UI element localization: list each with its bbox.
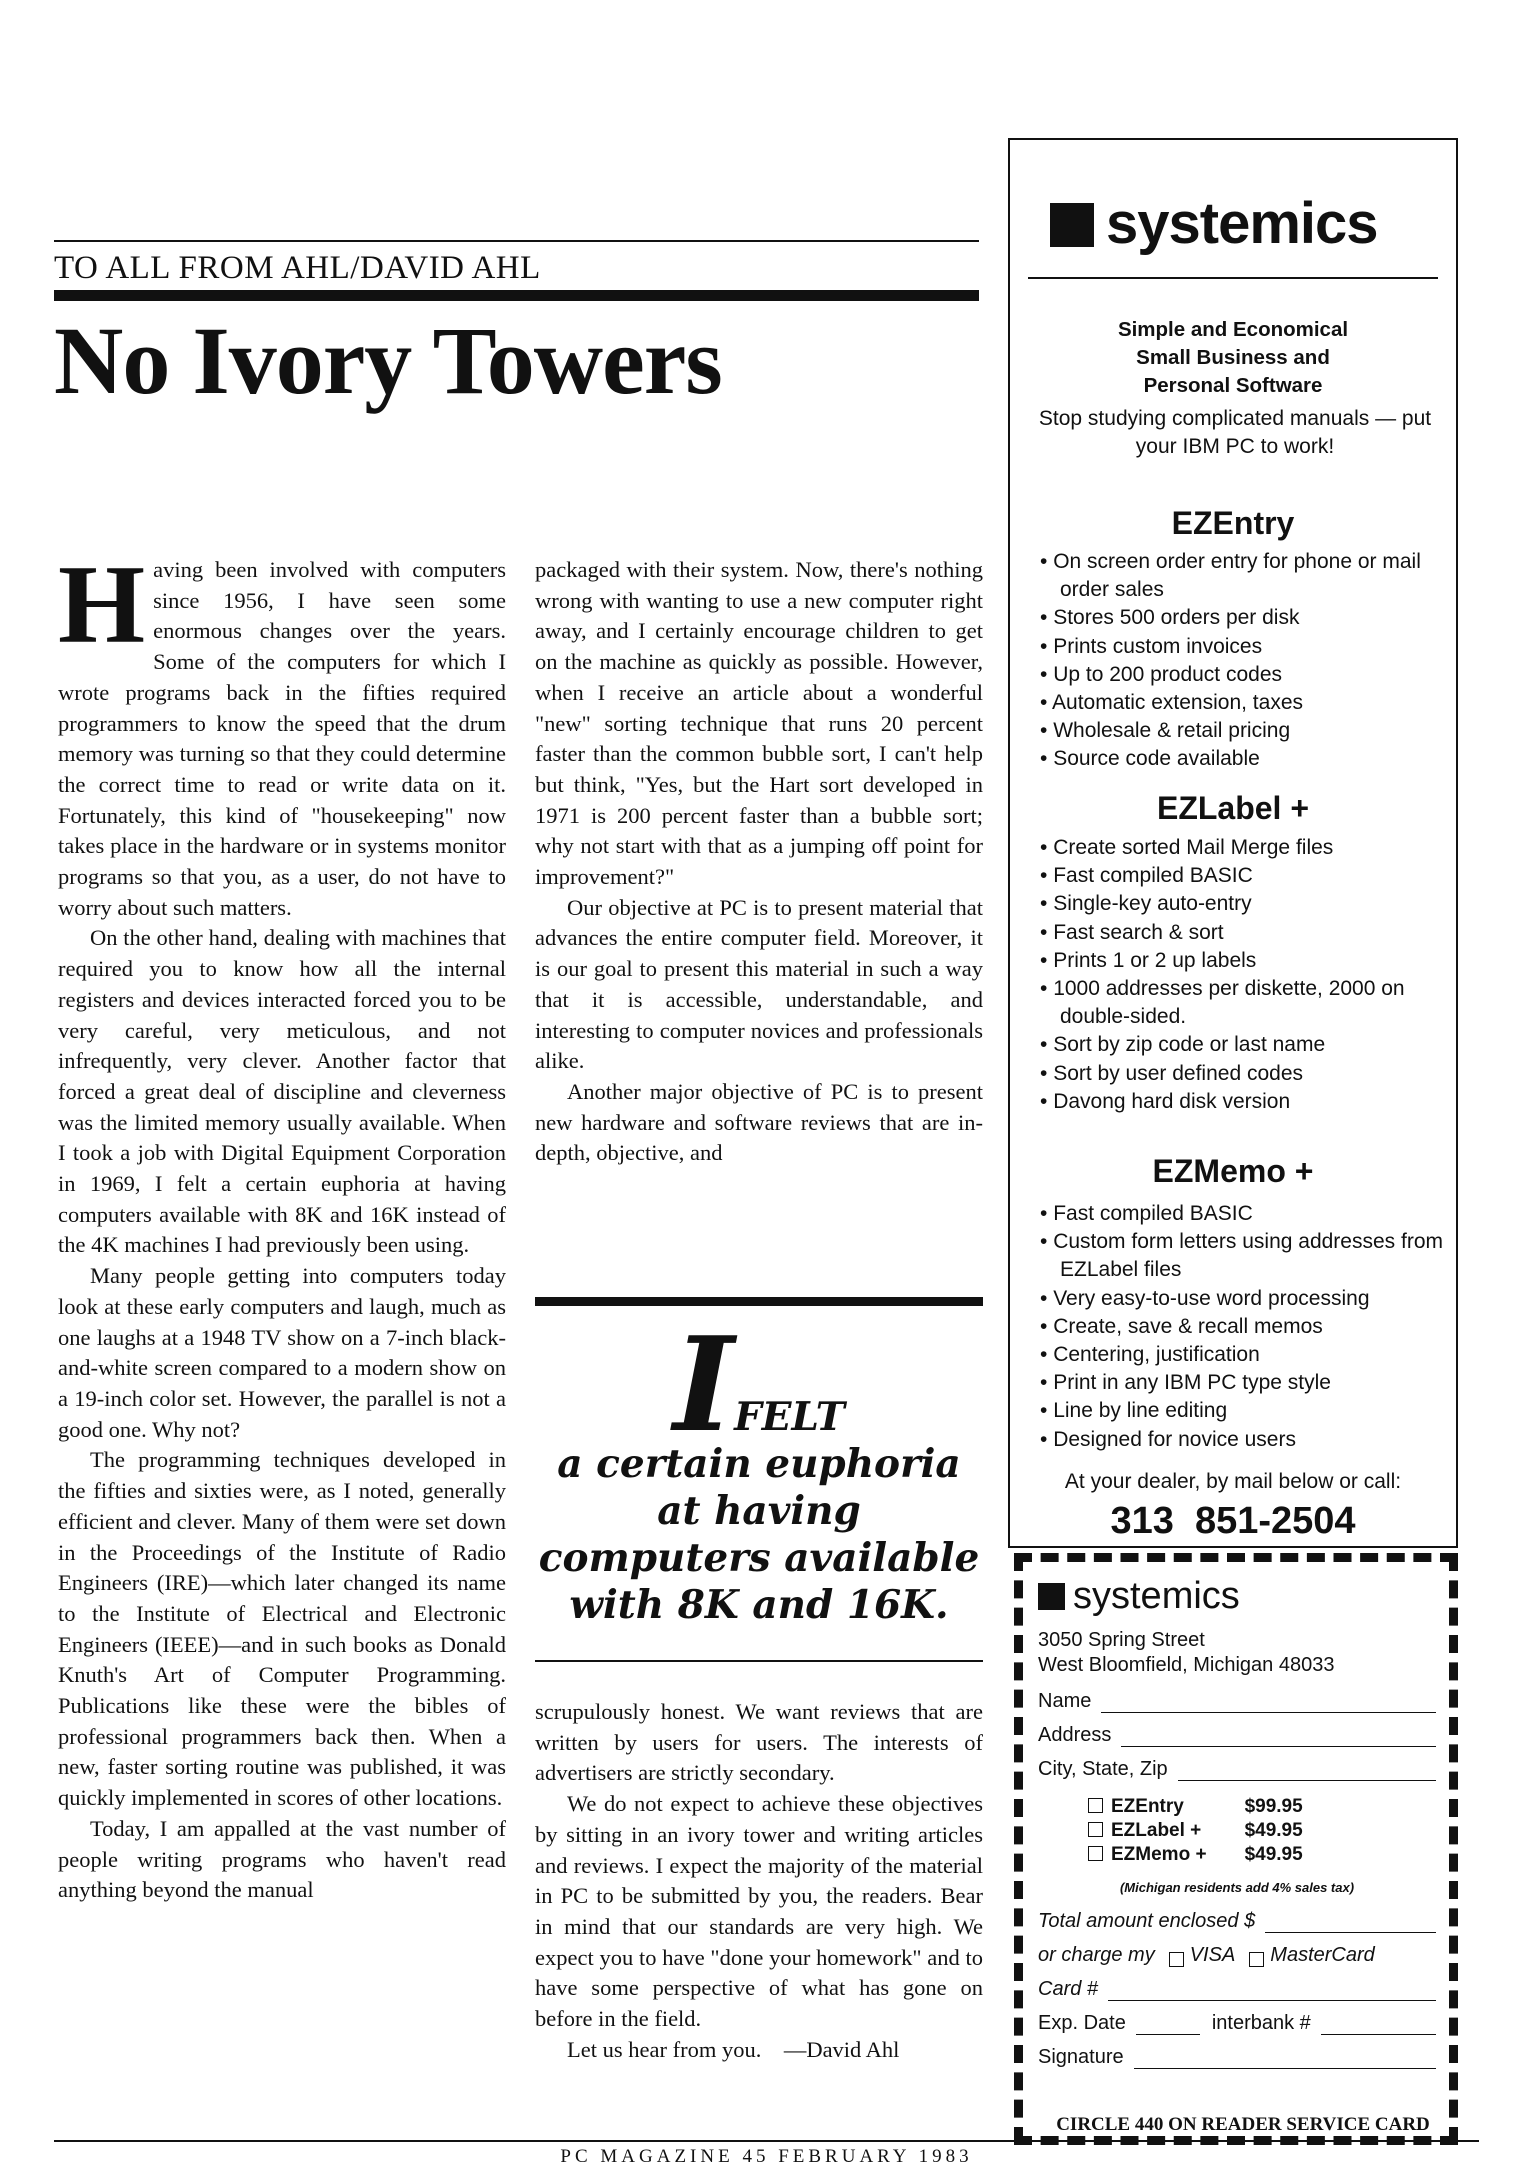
checkbox-icon[interactable] [1088, 1798, 1103, 1813]
feature-item: • Source code available [1040, 745, 1450, 773]
feature-item: • Up to 200 product codes [1040, 661, 1450, 689]
product-features-ezentry [1040, 548, 1450, 774]
pullquote-rule-top [535, 1297, 983, 1306]
mastercard-checkbox[interactable] [1249, 1952, 1264, 1967]
feature-item: • Wholesale & retail pricing [1040, 717, 1450, 745]
feature-item: • Single-key auto-entry [1040, 890, 1450, 918]
order-row[interactable]: EZMemo + $49.95 [1088, 1843, 1309, 1867]
feature-item: • Create, save & recall memos [1040, 1313, 1450, 1341]
feature-item: • 1000 addresses per diskette, 2000 on double-sided. [1040, 975, 1450, 1031]
pullquote-rule-bottom [535, 1660, 983, 1662]
feature-item: • Sort by zip code or last name [1040, 1031, 1450, 1059]
coupon-address: 3050 Spring Street West Bloomfield, Michigan 48033 [1038, 1629, 1335, 1676]
ad-tagline: Simple and Economical Small Business and Personal Software [1117, 318, 1349, 397]
coupon-address-field[interactable]: Address [1038, 1724, 1436, 1747]
article-column-2-top [535, 555, 983, 1169]
header-rule [54, 290, 979, 301]
ad-logo: systemics [1050, 190, 1378, 257]
coupon-charge-line: or charge my VISA MasterCard [1038, 1944, 1375, 1966]
feature-item: • Stores 500 orders per disk [1040, 604, 1450, 632]
feature-item: • Create sorted Mail Merge files [1040, 834, 1450, 862]
pullquote-first-word: FELT [734, 1394, 845, 1440]
article-signoff: Let us hear from you. —David Ahl [567, 2036, 900, 2062]
feature-item: • Line by line editing [1040, 1397, 1450, 1425]
coupon-city-field[interactable]: City, State, Zip [1038, 1758, 1436, 1781]
product-features-ezlabel [1040, 834, 1450, 1116]
feature-item: • Custom form letters using addresses from EZLabel files [1040, 1228, 1450, 1284]
article-headline: No Ivory Towers [54, 307, 722, 414]
coupon-tax-note: (Michigan residents add 4% sales tax) [1119, 1880, 1355, 1895]
feature-item: • Designed for novice users [1040, 1426, 1450, 1454]
product-name-ezlabel: EZLabel + [1156, 790, 1310, 826]
checkbox-icon[interactable] [1088, 1822, 1103, 1837]
order-row[interactable]: EZEntry $99.95 [1088, 1795, 1309, 1819]
feature-item: • Sort by user defined codes [1040, 1060, 1450, 1088]
pull-quote [535, 1308, 983, 1629]
feature-item: • Fast compiled BASIC [1040, 1200, 1450, 1228]
article-paragraph: Many people getting into computers today look at these early computers and laugh, much as one laughs at a 1948 TV show on a 7-inch black-and-white screen compared to a modern show on a 19-inch color set. However, the parallel is not a good one. Why not? [58, 1263, 506, 1442]
visa-checkbox[interactable] [1169, 1952, 1184, 1967]
article-paragraph: packaged with their system. Now, there's nothing wrong with wanting to use a new computer right away, and I certainly encourage children to get on the machine as quickly as possible. However, when I receive an article about a wonderful "new" sorting technique that runs 20 percent faster than the common bubble sort, I can't help but think, "Yes, but the Hart sort developed in 1971 is 200 percent faster than a bubble sort; why not start with that as a jumping off point for improvement?" [535, 557, 983, 890]
coupon-total-field[interactable]: Total amount enclosed $ [1038, 1910, 1436, 1933]
article-paragraph: Today, I am appalled at the vast number of people writing programs who haven't read anything beyond the manual [58, 1815, 506, 1903]
coupon-card-field[interactable]: Card # [1038, 1978, 1436, 2001]
pullquote-initial: I [673, 1308, 735, 1461]
coupon-name-field[interactable]: Name [1038, 1690, 1436, 1713]
ad-phone-number: 313 851-2504 [1110, 1500, 1356, 1542]
article-paragraph: We do not expect to achieve these objectives by sitting in an ivory tower and writing articles and reviews. I expect the majority of the material in PC to be submitted by you, the readers. Bear in mind that our standards are very high. We expect you to have "done your homework" and to have some perspective of what has gone on before in the field. [535, 1791, 983, 2032]
coupon-logo: systemics [1038, 1575, 1240, 1618]
checkbox-icon[interactable] [1088, 1846, 1103, 1861]
order-row[interactable]: EZLabel + $49.95 [1088, 1819, 1309, 1843]
article-column-1 [58, 543, 506, 1906]
coupon-exp-field[interactable]: Exp. Date interbank # [1038, 2012, 1436, 2035]
feature-item: • Prints custom invoices [1040, 633, 1450, 661]
logo-square-icon [1038, 1583, 1065, 1610]
article-paragraph: scrupulously honest. We want reviews that are written by users for users. The interests of advertisers are strictly secondary. [535, 1699, 983, 1786]
article-paragraph: Another major objective of PC is to present new hardware and software reviews that are in-depth, objective, and [535, 1078, 983, 1166]
feature-item: • Prints 1 or 2 up labels [1040, 947, 1450, 975]
feature-item: • On screen order entry for phone or mail order sales [1040, 548, 1450, 604]
page-footer: PC MAGAZINE 45 FEBRUARY 1983 [560, 2146, 973, 2167]
article-column-2-bottom [535, 1697, 983, 2065]
footer-rule [54, 2140, 1479, 2142]
product-name-ezmemo: EZMemo + [1152, 1153, 1314, 1189]
article-paragraph: On the other hand, dealing with machines that required you to know how all the internal registers and devices interacted forced you to be very careful, very meticulous, and not infrequently, very clever. Another factor that forced a great deal of discipline and cleverness was the limited memory usually available. When I took a job with Digital Equipment Corporation in 1969, I felt a certain euphoria at having computers available with 8K and 16K instead of the 4K machines I had previously been using. [58, 925, 506, 1258]
feature-item: • Print in any IBM PC type style [1040, 1369, 1450, 1397]
logo-square-icon [1050, 203, 1094, 247]
feature-item: • Fast compiled BASIC [1040, 862, 1450, 890]
ad-subline: Stop studying complicated manuals — put your IBM PC to work! [1038, 407, 1432, 458]
coupon-order-table [1088, 1795, 1309, 1867]
reader-service-line: CIRCLE 440 ON READER SERVICE CARD [1056, 2114, 1430, 2135]
article-paragraph: Having been involved with computers since 1956, I have seen some enormous changes over the years. Some of the computers for which I wrote programs back in the fifties required programmers to know the speed that the drum memory was turning so that they could determine the correct time to read or write data on it. Fortunately, this kind of "housekeeping" now takes place in the hardware or in systems monitor programs so that you, as a user, do not have to worry about such matters. [58, 543, 506, 920]
pullquote-text: a certain euphoria at having computers available with 8K and 16K. [538, 1441, 980, 1628]
ad-dealer-line: At your dealer, by mail below or call: [1064, 1470, 1402, 1493]
article-paragraph: Our objective at PC is to present material that advances the entire computer field. Moreover, it is our goal to present this material in such a way that it is accessible, understandable, and interesting to computer novices and professionals alike. [535, 894, 983, 1074]
article-kicker: TO ALL FROM AHL/DAVID AHL [54, 240, 979, 287]
drop-cap: H [58, 543, 146, 667]
product-features-ezmemo [1040, 1200, 1450, 1454]
product-name-ezentry: EZEntry [1171, 505, 1295, 541]
coupon-signature-field[interactable]: Signature [1038, 2046, 1436, 2069]
feature-item: • Centering, justification [1040, 1341, 1450, 1369]
feature-item: • Very easy-to-use word processing [1040, 1285, 1450, 1313]
ad-rule [1028, 277, 1438, 279]
article-paragraph: The programming techniques developed in the fifties and sixties were, as I noted, generally efficient and clever. Many of them were set down in the Proceedings of the Institute of Radio Engineers (IRE)—which later changed its name to the Institute of Electrical and Electronic Engineers (IEEE)—and in such books as Donald Knuth's Art of Computer Programming. Publications like these were the bibles of professional programmers back then. When a new, faster sorting routine was published, it was quickly implemented in scores of other locations. [58, 1447, 506, 1811]
feature-item: • Fast search & sort [1040, 919, 1450, 947]
feature-item: • Automatic extension, taxes [1040, 689, 1450, 717]
feature-item: • Davong hard disk version [1040, 1088, 1450, 1116]
